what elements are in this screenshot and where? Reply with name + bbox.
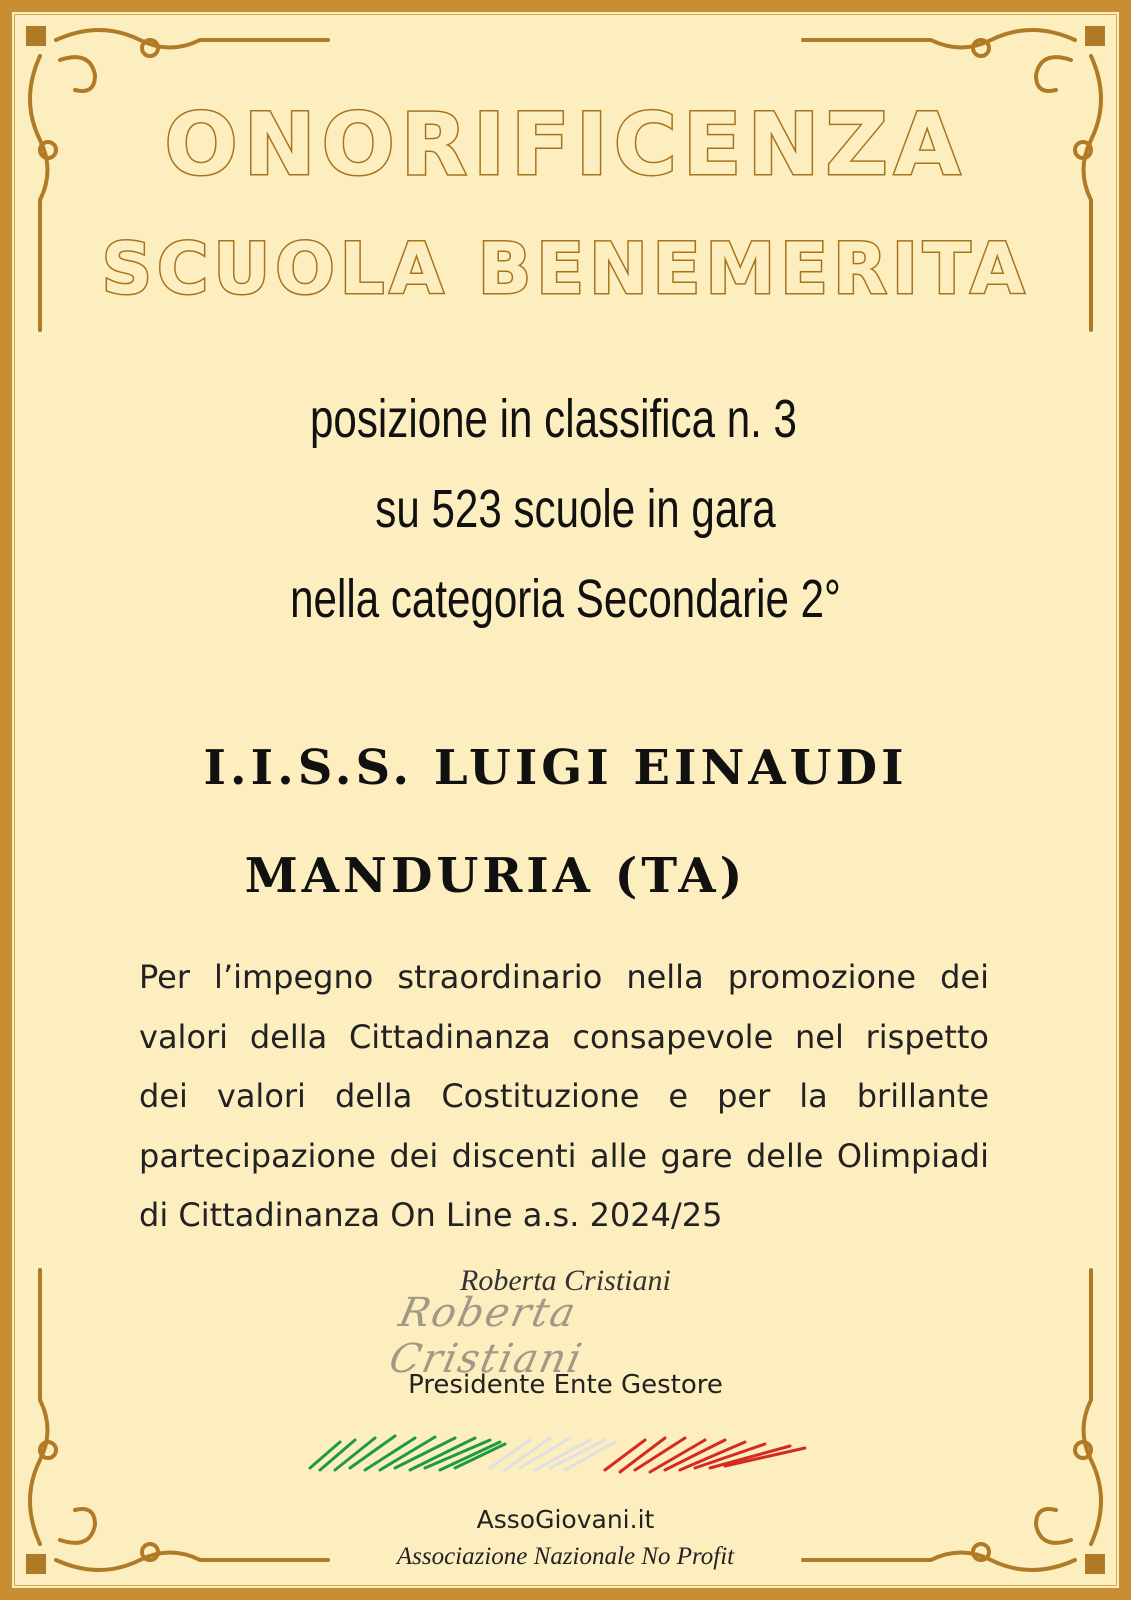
- award-motivation: Per l’impegno straordinario nella promozione dei valori della Cittadinanza consapevole nel rispetto dei valori della Costituzione e per la brillante partecipazione dei discenti alle gare delle Olimpiadi di Cittadinanza On Line a.s. 2024/25: [139, 958, 989, 1234]
- italian-flag-brushstroke: [300, 1428, 820, 1480]
- flag-white-stroke: [490, 1438, 615, 1470]
- signature-handwritten: Roberta Cristiani: [385, 1290, 588, 1382]
- flag-red-stroke: [605, 1438, 805, 1472]
- flag-green-stroke: [310, 1436, 505, 1470]
- ranking-category: nella categoria Secondarie 2°: [290, 569, 841, 629]
- organization-tagline: Associazione Nazionale No Profit: [396, 1543, 735, 1570]
- school-city: MANDURIA (TA): [244, 848, 747, 904]
- signatory-role: Presidente Ente Gestore: [408, 1370, 723, 1400]
- certificate-title: ONORIFICENZA: [164, 95, 967, 195]
- ranking-position: posizione in classifica n. 3: [310, 389, 797, 449]
- ranking-total: su 523 scuole in gara: [375, 479, 776, 539]
- certificate-subtitle: SCUOLA BENEMERITA: [101, 228, 1030, 310]
- signature: [370, 1262, 770, 1382]
- school-name: I.I.S.S. LUIGI EINAUDI: [203, 740, 908, 796]
- signature-printed-name: Roberta Cristiani: [460, 1264, 671, 1297]
- organization-website: AssoGiovani.it: [476, 1505, 655, 1534]
